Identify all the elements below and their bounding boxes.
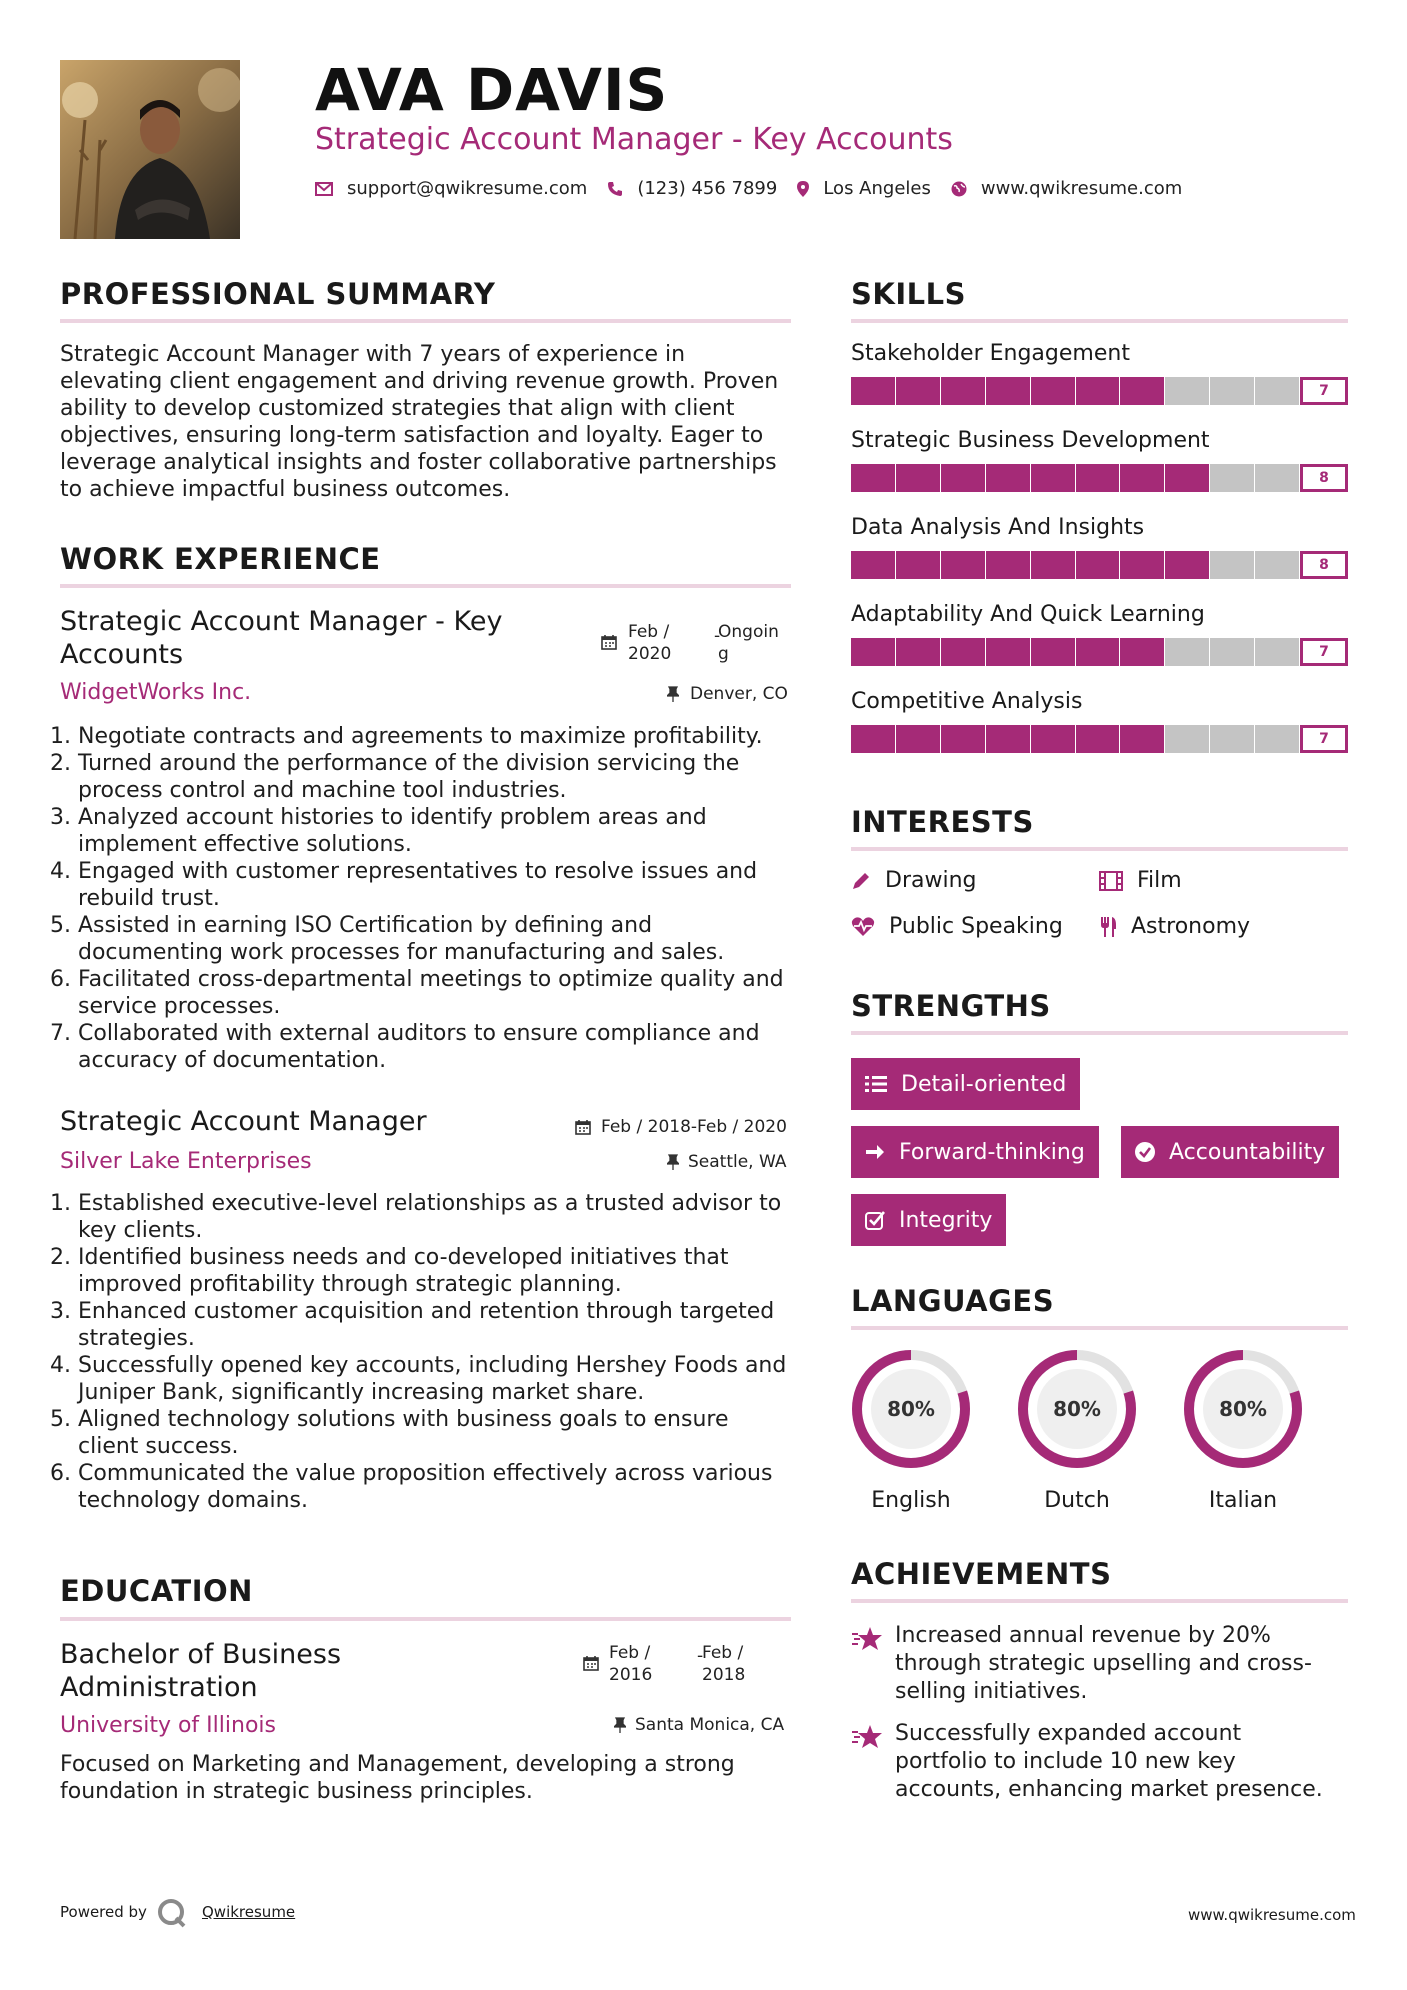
strength-tag (851, 1126, 1099, 1178)
skill-score: 7 (1300, 638, 1348, 666)
skill-bar-empty-segment (1210, 638, 1254, 666)
skill-bar-filled-segment (851, 725, 895, 753)
check-circle-icon (1135, 1142, 1155, 1162)
heartbeat-icon (851, 917, 875, 937)
email-text: support@qwikresume.com (347, 178, 588, 199)
interest-item (851, 914, 1063, 939)
skills-divider (851, 319, 1348, 323)
film-icon (1099, 871, 1123, 891)
strengths-divider (851, 1031, 1348, 1035)
degree-title: Bachelor of Business Administration (60, 1639, 342, 1703)
skill-name: Stakeholder Engagement (851, 341, 1130, 366)
edu-end-date: Feb / 2018 (702, 1643, 746, 1685)
map-marker-icon (797, 181, 809, 197)
skill-bar-filled-segment (851, 551, 895, 579)
strength-tag (851, 1058, 1080, 1110)
achievement-item (851, 1622, 1348, 1706)
skill-bar-filled-segment (1031, 725, 1075, 753)
skill-bar-filled-segment (851, 377, 895, 405)
bullet-item: 7. Collaborated with external auditors to ensure compliance and accuracy of documentation. (78, 1020, 791, 1074)
skill-bar-filled-segment (941, 725, 985, 753)
skill-bar-filled-segment (941, 464, 985, 492)
interest-item (851, 868, 976, 893)
arrow-right-icon (865, 1143, 885, 1161)
language-percent: 80% (1053, 1397, 1101, 1421)
skill-bar-filled-segment (986, 464, 1030, 492)
calendar-icon (601, 634, 617, 654)
bullet-item: 1. Established executive-level relationships as a trusted advisor to key clients. (78, 1190, 791, 1244)
skill-bar-filled-segment (1031, 377, 1075, 405)
skill-bar-filled-segment (941, 551, 985, 579)
language-item (1178, 1344, 1308, 1513)
contact-location (797, 178, 931, 199)
pencil-icon (851, 871, 871, 891)
interest-item (1099, 914, 1250, 939)
skill-bar-empty-segment (1255, 638, 1299, 666)
language-percent: 80% (1219, 1397, 1267, 1421)
achievements-heading: ACHIEVEMENTS (851, 1557, 1112, 1591)
date-separator: - (714, 626, 721, 646)
skill-bar-filled-segment (1076, 725, 1120, 753)
strengths-heading: STRENGTHS (851, 989, 1051, 1023)
skill-score: 8 (1300, 464, 1348, 492)
skill-bar-filled-segment (986, 377, 1030, 405)
skill-bar-empty-segment (1210, 377, 1254, 405)
strength-tag (851, 1194, 1006, 1246)
school-location: Santa Monica, CA (635, 1715, 785, 1735)
qwikresume-logo-icon (156, 1897, 188, 1933)
skill-name: Data Analysis And Insights (851, 515, 1145, 540)
job-title: Strategic Account Manager (60, 1106, 427, 1137)
language-item (846, 1344, 976, 1513)
school-name: University of Illinois (60, 1713, 276, 1738)
contact-email[interactable] (315, 178, 587, 199)
summary-text: Strategic Account Manager with 7 years of experience in elevating client engagement and driving revenue growth. Proven ability to develop customized strategies that align with client objectives, ensuring long-term satisfaction and loyalty. Eager to leverage analytical insights and foster collaborative partnerships to achieve impactful business outcomes. (60, 342, 779, 502)
languages-list (846, 1344, 1316, 1514)
achievement-item (851, 1720, 1348, 1804)
interest-label: Film (1137, 868, 1182, 893)
skill-item (851, 427, 1348, 514)
bullet-list (60, 1190, 791, 1514)
language-percent: 80% (887, 1397, 935, 1421)
skill-bar-filled-segment (1076, 551, 1120, 579)
skill-bar (851, 638, 1300, 666)
bullet-item: 3. Enhanced customer acquisition and retention through targeted strategies. (78, 1298, 791, 1352)
skill-bar-empty-segment (1210, 725, 1254, 753)
skill-item (851, 514, 1348, 601)
job-title: Strategic Account Manager - Key Accounts (60, 606, 503, 670)
pushpin-icon (614, 1717, 626, 1737)
skill-name: Competitive Analysis (851, 689, 1083, 714)
skill-bar-empty-segment (1210, 551, 1254, 579)
language-name: Italian (1208, 1488, 1278, 1513)
phone-icon (607, 181, 623, 197)
languages-heading: LANGUAGES (851, 1284, 1055, 1318)
utensils-icon (1099, 916, 1117, 938)
skill-score: 7 (1300, 377, 1348, 405)
skill-bar-filled-segment (1120, 377, 1164, 405)
date-separator: - (697, 1646, 704, 1666)
language-item (1012, 1344, 1142, 1513)
skill-score: 7 (1300, 725, 1348, 753)
skill-bar-filled-segment (1031, 551, 1075, 579)
bullet-item: 6. Communicated the value proposition effectively across various technology domains. (78, 1460, 791, 1514)
bullet-item: 4. Engaged with customer representatives to resolve issues and rebuild trust. (78, 858, 791, 912)
company-name: Silver Lake Enterprises (60, 1149, 312, 1174)
language-progress-ring (1178, 1344, 1308, 1474)
skills-list (851, 340, 1348, 775)
skill-bar-filled-segment (1120, 551, 1164, 579)
skill-bar-filled-segment (851, 464, 895, 492)
skill-item (851, 601, 1348, 688)
bullet-item: 5. Aligned technology solutions with business goals to ensure client success. (78, 1406, 791, 1460)
experience-heading: WORK EXPERIENCE (60, 542, 381, 576)
skill-bar (851, 551, 1300, 579)
location-text: Los Angeles (823, 178, 931, 199)
skill-bar-filled-segment (851, 638, 895, 666)
skill-bar-empty-segment (1210, 464, 1254, 492)
job-dates: Feb / 2018-Feb / 2020 (601, 1117, 787, 1137)
pushpin-icon (667, 1154, 679, 1174)
interests-heading: INTERESTS (851, 805, 1034, 839)
interest-label: Astronomy (1131, 914, 1251, 939)
strength-tag (1121, 1126, 1339, 1178)
footer-url[interactable]: www.qwikresume.com (1188, 1906, 1356, 1924)
skill-bar (851, 725, 1300, 753)
strength-label: Detail-oriented (901, 1071, 1067, 1097)
interest-item (1099, 868, 1182, 893)
strength-label: Accountability (1169, 1139, 1326, 1165)
contact-phone[interactable] (607, 178, 777, 199)
achievement-text: Increased annual revenue by 20% through strategic upselling and cross-selling initiatives. (895, 1623, 1312, 1704)
skills-heading: SKILLS (851, 277, 966, 311)
skill-bar-filled-segment (986, 551, 1030, 579)
skill-bar-filled-segment (1120, 638, 1164, 666)
language-progress-ring (1012, 1344, 1142, 1474)
star-icon (851, 1724, 883, 1750)
skill-name: Strategic Business Development (851, 428, 1210, 453)
skill-bar-filled-segment (896, 725, 940, 753)
education-text: Focused on Marketing and Management, developing a strong foundation in strategic business principles. (60, 1752, 735, 1804)
bullet-item: 4. Successfully opened key accounts, including Hershey Foods and Juniper Bank, significantly increasing market share. (78, 1352, 791, 1406)
skill-bar-empty-segment (1255, 377, 1299, 405)
skill-bar-filled-segment (1076, 638, 1120, 666)
languages-divider (851, 1326, 1348, 1330)
skill-bar-filled-segment (896, 464, 940, 492)
summary-divider (60, 319, 791, 323)
job-location: Denver, CO (690, 684, 788, 704)
profile-photo (60, 60, 240, 239)
strength-label: Forward-thinking (899, 1139, 1085, 1165)
pushpin-icon (667, 686, 679, 706)
interest-label: Drawing (885, 868, 977, 893)
job-bullets (60, 1190, 791, 1514)
skill-score: 8 (1300, 551, 1348, 579)
skill-bar-filled-segment (896, 638, 940, 666)
bullet-list (60, 723, 791, 1074)
edu-start-date: Feb / 2016 (609, 1643, 653, 1685)
skill-bar-empty-segment (1255, 725, 1299, 753)
skill-bar-filled-segment (896, 377, 940, 405)
skill-bar (851, 377, 1300, 405)
skill-bar-filled-segment (941, 377, 985, 405)
summary-heading: PROFESSIONAL SUMMARY (60, 277, 496, 311)
skill-item (851, 688, 1348, 775)
calendar-icon (575, 1119, 591, 1139)
globe-icon (951, 181, 967, 197)
candidate-role: Strategic Account Manager - Key Accounts (315, 122, 953, 157)
skill-name: Adaptability And Quick Learning (851, 602, 1205, 627)
bullet-item: 2. Identified business needs and co-developed initiatives that improved profitability through strategic planning. (78, 1244, 791, 1298)
job-start-date: Feb / 2020 (628, 622, 672, 664)
skill-bar-empty-segment (1255, 464, 1299, 492)
candidate-name: AVA DAVIS (315, 56, 669, 124)
bullet-item: 1. Negotiate contracts and agreements to maximize profitability. (78, 723, 791, 750)
strength-label: Integrity (899, 1207, 993, 1233)
contact-website[interactable] (951, 178, 1182, 199)
skill-bar-filled-segment (986, 725, 1030, 753)
skill-bar-filled-segment (1120, 464, 1164, 492)
job-end-date: Ongoin g (718, 622, 779, 664)
job-location: Seattle, WA (688, 1152, 787, 1172)
phone-text: (123) 456 7899 (637, 178, 778, 199)
achievement-text: Successfully expanded account portfolio to include 10 new key accounts, enhancing market presence. (895, 1721, 1323, 1802)
skill-bar (851, 464, 1300, 492)
check-square-icon (865, 1210, 885, 1230)
skill-bar-filled-segment (1076, 377, 1120, 405)
skill-bar-filled-segment (941, 638, 985, 666)
experience-divider (60, 584, 791, 588)
bullet-item: 2. Turned around the performance of the division servicing the process control and machine tool industries. (78, 750, 791, 804)
achievements-divider (851, 1599, 1348, 1603)
language-name: English (871, 1488, 951, 1513)
skill-bar-empty-segment (1165, 638, 1209, 666)
skill-bar-filled-segment (1165, 464, 1209, 492)
job-bullets (60, 723, 791, 1074)
website-text: www.qwikresume.com (980, 178, 1183, 199)
envelope-icon (315, 182, 333, 196)
language-progress-ring (846, 1344, 976, 1474)
skill-item (851, 340, 1348, 427)
skill-bar-empty-segment (1165, 377, 1209, 405)
interests-divider (851, 847, 1348, 851)
list-icon (865, 1075, 887, 1093)
skill-bar-filled-segment (1165, 551, 1209, 579)
skill-bar-filled-segment (1120, 725, 1164, 753)
interest-label: Public Speaking (889, 914, 1063, 939)
skill-bar-filled-segment (1031, 638, 1075, 666)
company-name: WidgetWorks Inc. (60, 680, 252, 705)
brand-link[interactable]: Qwikresume (202, 1903, 296, 1921)
contact-bar (315, 178, 1202, 199)
skill-bar-filled-segment (896, 551, 940, 579)
star-icon (851, 1626, 883, 1652)
education-heading: EDUCATION (60, 1574, 253, 1608)
powered-by-text: Powered by (60, 1903, 147, 1921)
education-divider (60, 1617, 791, 1621)
calendar-icon (583, 1655, 599, 1675)
skill-bar-filled-segment (1076, 464, 1120, 492)
language-name: Dutch (1044, 1488, 1110, 1513)
skill-bar-filled-segment (1031, 464, 1075, 492)
skill-bar-filled-segment (986, 638, 1030, 666)
bullet-item: 5. Assisted in earning ISO Certification by defining and documenting work processes for manufacturing and sales. (78, 912, 791, 966)
bullet-item: 3. Analyzed account histories to identify problem areas and implement effective solutions. (78, 804, 791, 858)
skill-bar-empty-segment (1165, 725, 1209, 753)
skill-bar-empty-segment (1255, 551, 1299, 579)
bullet-item: 6. Facilitated cross-departmental meetings to optimize quality and service processes. (78, 966, 791, 1020)
